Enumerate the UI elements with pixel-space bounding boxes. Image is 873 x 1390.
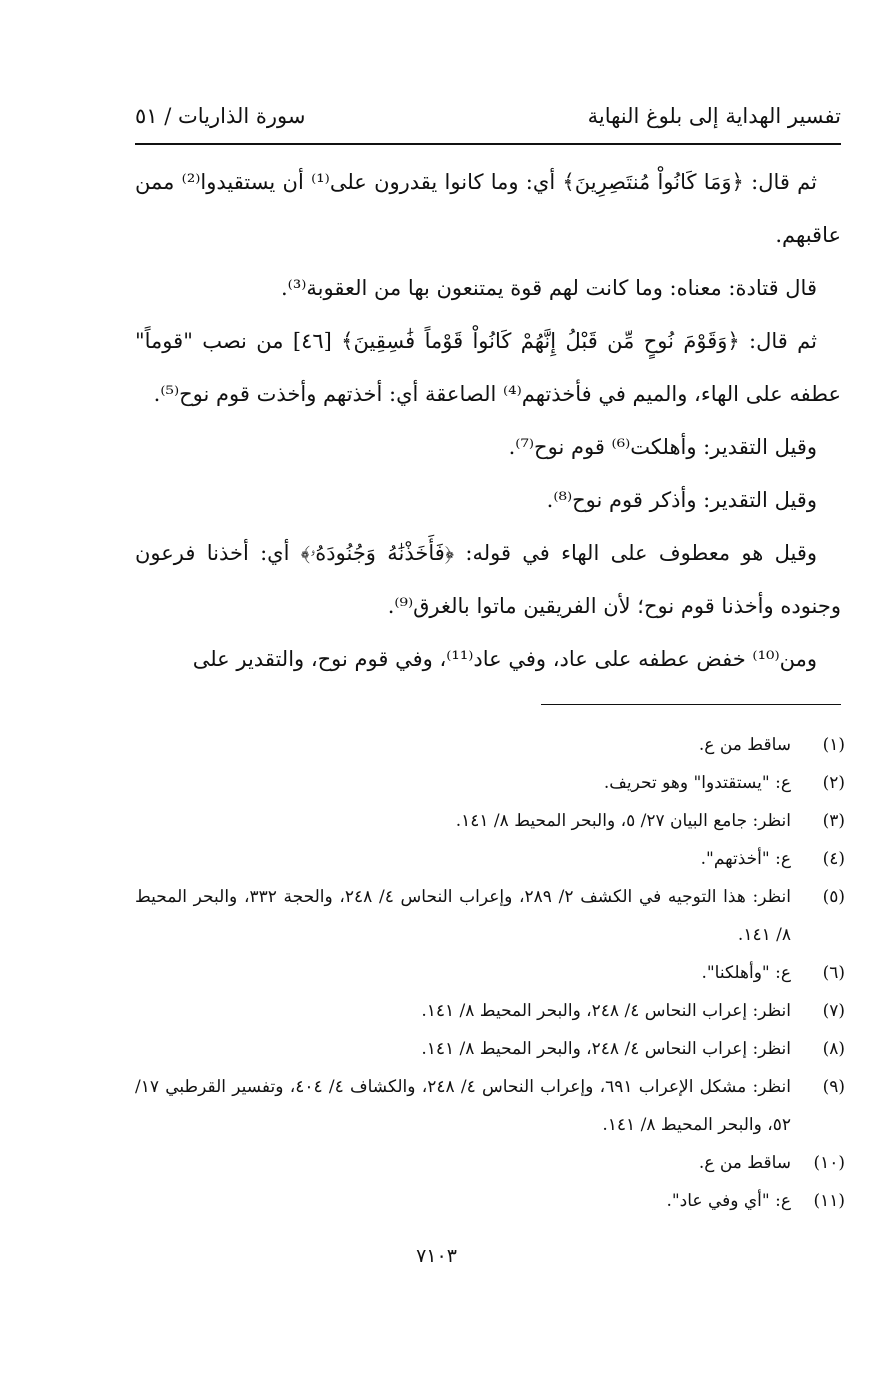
footnote-item	[135, 1068, 845, 1144]
paragraph: وقيل التقدير: وأهلكت⁽⁶⁾ قوم نوح⁽⁷⁾.	[508, 435, 817, 459]
footnote-number: (١)	[822, 735, 845, 755]
paragraph: قال قتادة: معناه: وما كانت لهم قوة يمتنعون بها من العقوبة⁽³⁾.	[280, 276, 817, 300]
header-rule	[135, 143, 841, 145]
footnote-number: (٣)	[822, 811, 845, 831]
footnote-text: ساقط من ع.	[698, 1153, 791, 1173]
footnote-text: انظر: هذا التوجيه في الكشف ٢/ ٢٨٩، وإعراب النحاس ٤/ ٢٤٨، والحجة ٣٣٢، والبحر المحيط ٨/ ١٤١.	[135, 887, 791, 945]
footnote-item	[135, 992, 845, 1030]
paragraph: وقيل هو معطوف على الهاء في قوله: ﴿فَأَخَذْنَٰهُ وَجُنُودَهُۥ﴾ أي: أخذنا فرعون وجنوده وأخذنا قوم نوح؛ لأن الفريقين ماتوا بالغرق⁽⁹⁾.	[135, 541, 841, 618]
footnote-number: (٤)	[822, 849, 845, 869]
footnote-text: ساقط من ع.	[698, 735, 791, 755]
page-number: ٧١٠٣	[416, 1245, 457, 1267]
footnote-text: ع: "أي وفي عاد".	[666, 1191, 791, 1211]
footnotes	[135, 726, 845, 1220]
footnote-number: (٨)	[822, 1039, 845, 1059]
footnote-text: ع: "أخذتهم".	[700, 849, 791, 869]
running-header	[135, 98, 841, 134]
footnote-item	[135, 1144, 845, 1182]
footnote-text: انظر: مشكل الإعراب ٦٩١، وإعراب النحاس ٤/ ٢٤٨، والكشاف ٤/ ٤٠٤، وتفسير القرطبي ١٧/ ٥٢، والبحر المحيط ٨/ ١٤١.	[135, 1077, 791, 1135]
book-title: تفسير الهداية إلى بلوغ النهاية	[587, 104, 841, 128]
footnote-item	[135, 1030, 845, 1068]
footnote-item	[135, 1182, 845, 1220]
footnote-item	[135, 954, 845, 992]
main-text	[135, 156, 841, 686]
paragraph: وقيل التقدير: وأذكر قوم نوح⁽⁸⁾.	[546, 488, 817, 512]
footnote-text: انظر: إعراب النحاس ٤/ ٢٤٨، والبحر المحيط ٨/ ١٤١.	[421, 1039, 791, 1059]
footnote-text: ع: "وأهلكنا".	[701, 963, 791, 983]
surah-title: سورة الذاريات / ٥١	[135, 104, 306, 128]
footnote-item	[135, 802, 845, 840]
footnote-item	[135, 726, 845, 764]
footnote-number: (١٠)	[813, 1153, 845, 1173]
paragraph: ثم قال: ﴿وَقَوْمَ نُوحٍ مِّن قَبْلُ إِنَّهُمْ كَانُواْ قَوْماً فَٰسِقِينَ﴾ [٤٦] من نصب "قوماً" عطفه على الهاء، والميم في فأخذتهم⁽⁴⁾ الصاعقة أي: أخذتهم وأخذت قوم نوح⁽⁵⁾.	[135, 329, 841, 406]
footnote-item	[135, 764, 845, 802]
footnote-number: (٢)	[822, 773, 845, 793]
footnote-item	[135, 840, 845, 878]
footnote-item	[135, 878, 845, 954]
footnote-number: (١١)	[813, 1191, 845, 1211]
footnote-text: ع: "يستقتدوا" وهو تحريف.	[603, 773, 791, 793]
footnote-number: (٥)	[822, 887, 845, 907]
footnote-text: انظر: إعراب النحاس ٤/ ٢٤٨، والبحر المحيط ٨/ ١٤١.	[421, 1001, 791, 1021]
footnote-number: (٧)	[822, 1001, 845, 1021]
paragraph: ثم قال: ﴿وَمَا كَانُواْ مُنتَصِرِينَ﴾ أي: وما كانوا يقدرون على⁽¹⁾ أن يستقيدوا⁽²⁾ ممن عاقبهم.	[135, 170, 841, 247]
paragraph: ومن⁽¹⁰⁾ خفض عطفه على عاد، وفي عاد⁽¹¹⁾، وفي قوم نوح، والتقدير على	[192, 647, 817, 671]
footnote-text: انظر: جامع البيان ٢٧/ ٥، والبحر المحيط ٨/ ١٤١.	[455, 811, 791, 831]
footnote-number: (٦)	[822, 963, 845, 983]
footnote-separator	[541, 704, 841, 705]
footnote-number: (٩)	[822, 1077, 845, 1097]
